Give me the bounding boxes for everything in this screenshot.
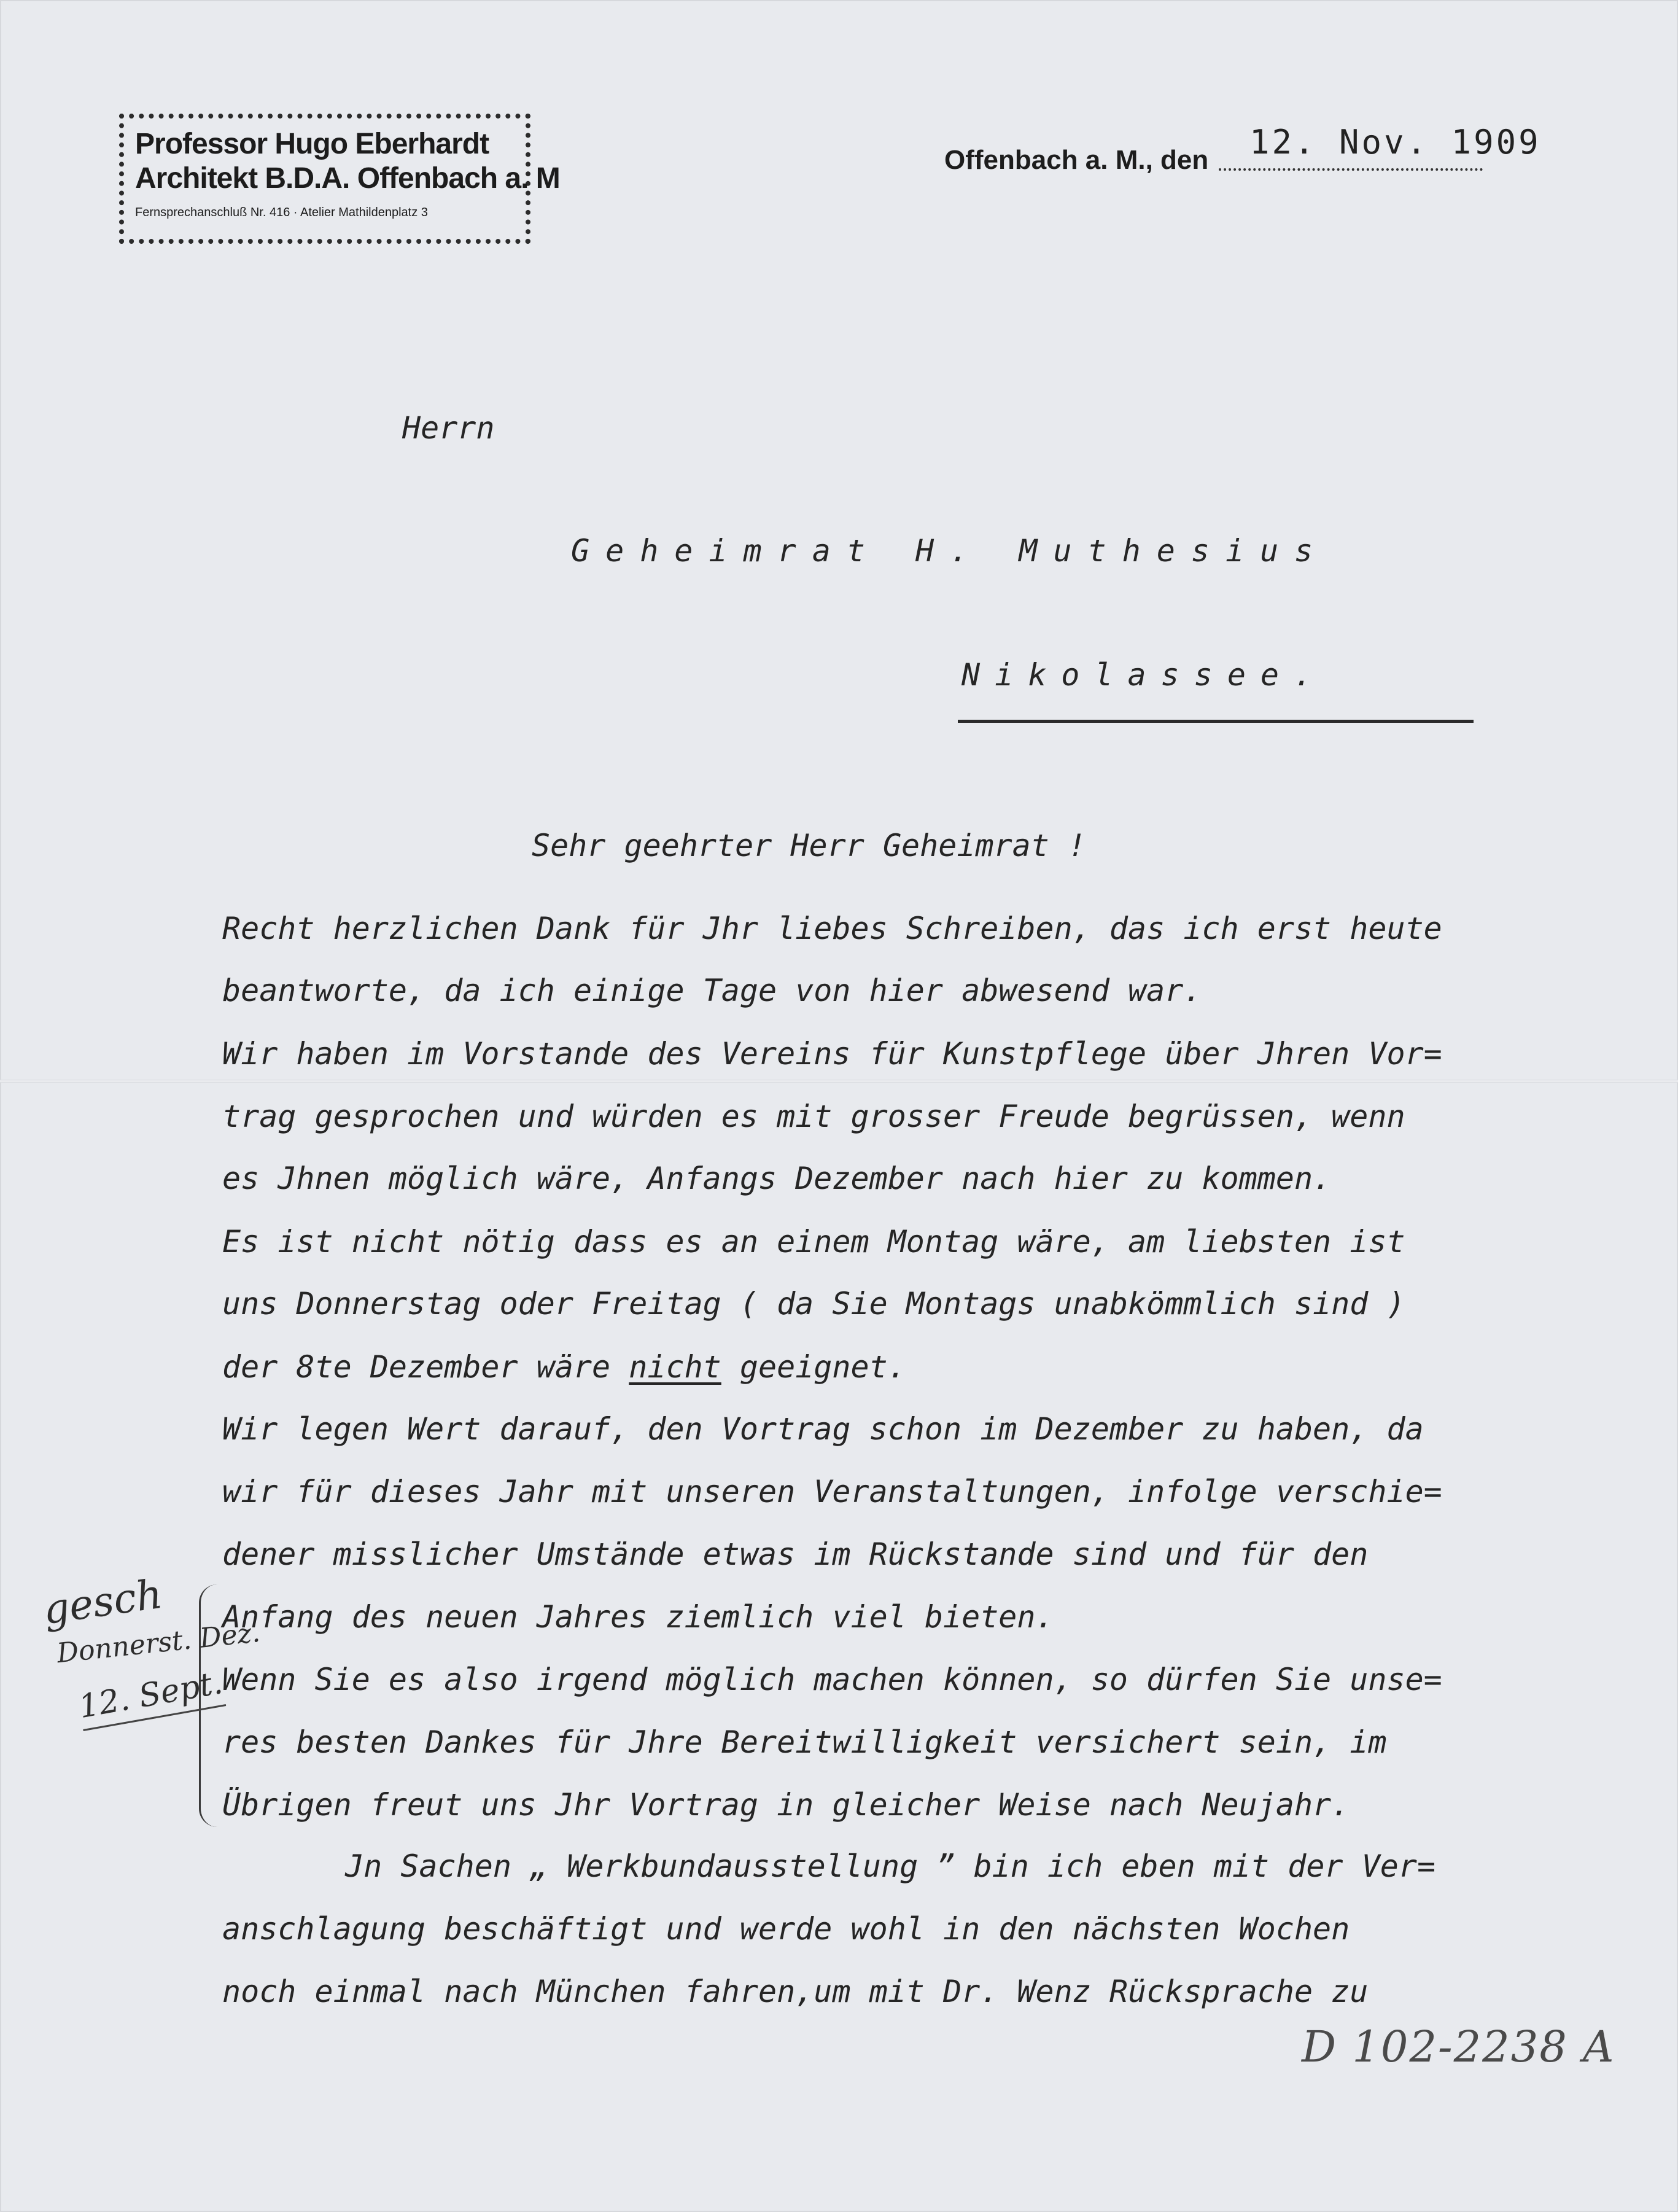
salutation: Sehr geehrter Herr Geheimrat ! [532, 828, 1087, 863]
recipient-title: Herrn [402, 410, 495, 446]
body-line: noch einmal nach München fahren,um mit Dr. Wenz Rücksprache zu [222, 1974, 1369, 2009]
place-line: Offenbach a. M., den [944, 145, 1209, 175]
letterhead-stamp [119, 114, 560, 244]
letterhead-profession: Architekt B.D.A. Offenbach a. M [135, 162, 560, 195]
letterhead-contact: Fernsprechanschluß Nr. 416 · Atelier Mathildenplatz 3 [135, 206, 428, 219]
recipient-city: Nikolassee. [961, 657, 1327, 693]
body-line: Recht herzlichen Dank für Jhr liebes Schreiben, das ich erst heute [222, 911, 1442, 946]
body-line: res besten Dankes für Jhre Bereitwilligkeit versichert sein, im [222, 1724, 1387, 1760]
letter-date: 12. Nov. 1909 [1249, 123, 1541, 162]
body-line: anschlagung beschäftigt und werde wohl in den nächsten Wochen [222, 1911, 1350, 1947]
archive-number: D 102-2238 A [1302, 2022, 1615, 2072]
body-line: es Jhnen möglich wäre, Anfangs Dezember nach hier zu kommen. [222, 1161, 1332, 1196]
date-dotted-line [1219, 168, 1483, 171]
body-line: dener misslicher Umstände etwas im Rückstande sind und für den [222, 1536, 1369, 1572]
body-line: beantworte, da ich einige Tage von hier abwesend war. [222, 973, 1202, 1008]
handwritten-note: 12. Sept. [76, 1664, 227, 1731]
body-line: trag gesprochen und würden es mit grosser Freude begrüssen, wenn [222, 1099, 1405, 1134]
underlined-word: nicht [629, 1349, 721, 1385]
body-line: Es ist nicht nötig dass es an einem Montag wäre, am liebsten ist [222, 1224, 1405, 1260]
handwritten-note: Donnerst. Dez. [55, 1616, 262, 1670]
body-line: uns Donnerstag oder Freitag ( da Sie Montags unabkömmlich sind ) [222, 1286, 1405, 1322]
handwritten-note: gesch [40, 1570, 166, 1634]
letterhead-name: Professor Hugo Eberhardt [135, 128, 489, 160]
body-line: Wir legen Wert darauf, den Vortrag schon im Dezember zu haben, da [222, 1411, 1424, 1447]
body-line: wir für dieses Jahr mit unseren Veranstaltungen, infolge verschie= [222, 1474, 1442, 1509]
body-line [222, 1349, 906, 1385]
body-line: Jn Sachen „ Werkbundausstellung ” bin ich eben mit der Ver= [345, 1848, 1436, 1884]
body-line: Anfang des neuen Jahres ziemlich viel bieten. [222, 1599, 1054, 1635]
body-line: Übrigen freut uns Jhr Vortrag in gleicher Weise nach Neujahr. [222, 1787, 1350, 1823]
body-line: Wir haben im Vorstande des Vereins für Kunstpflege über Jhren Vor= [222, 1036, 1442, 1072]
recipient-underline [958, 720, 1474, 723]
body-line: Wenn Sie es also irgend möglich machen können, so dürfen Sie unse= [222, 1662, 1442, 1697]
body-text: der 8te Dezember wäre [222, 1349, 611, 1385]
recipient-name: Geheimrat H. Muthesius [571, 533, 1329, 569]
body-text: geeignet. [739, 1349, 906, 1385]
paper-fold [0, 1080, 1678, 1083]
